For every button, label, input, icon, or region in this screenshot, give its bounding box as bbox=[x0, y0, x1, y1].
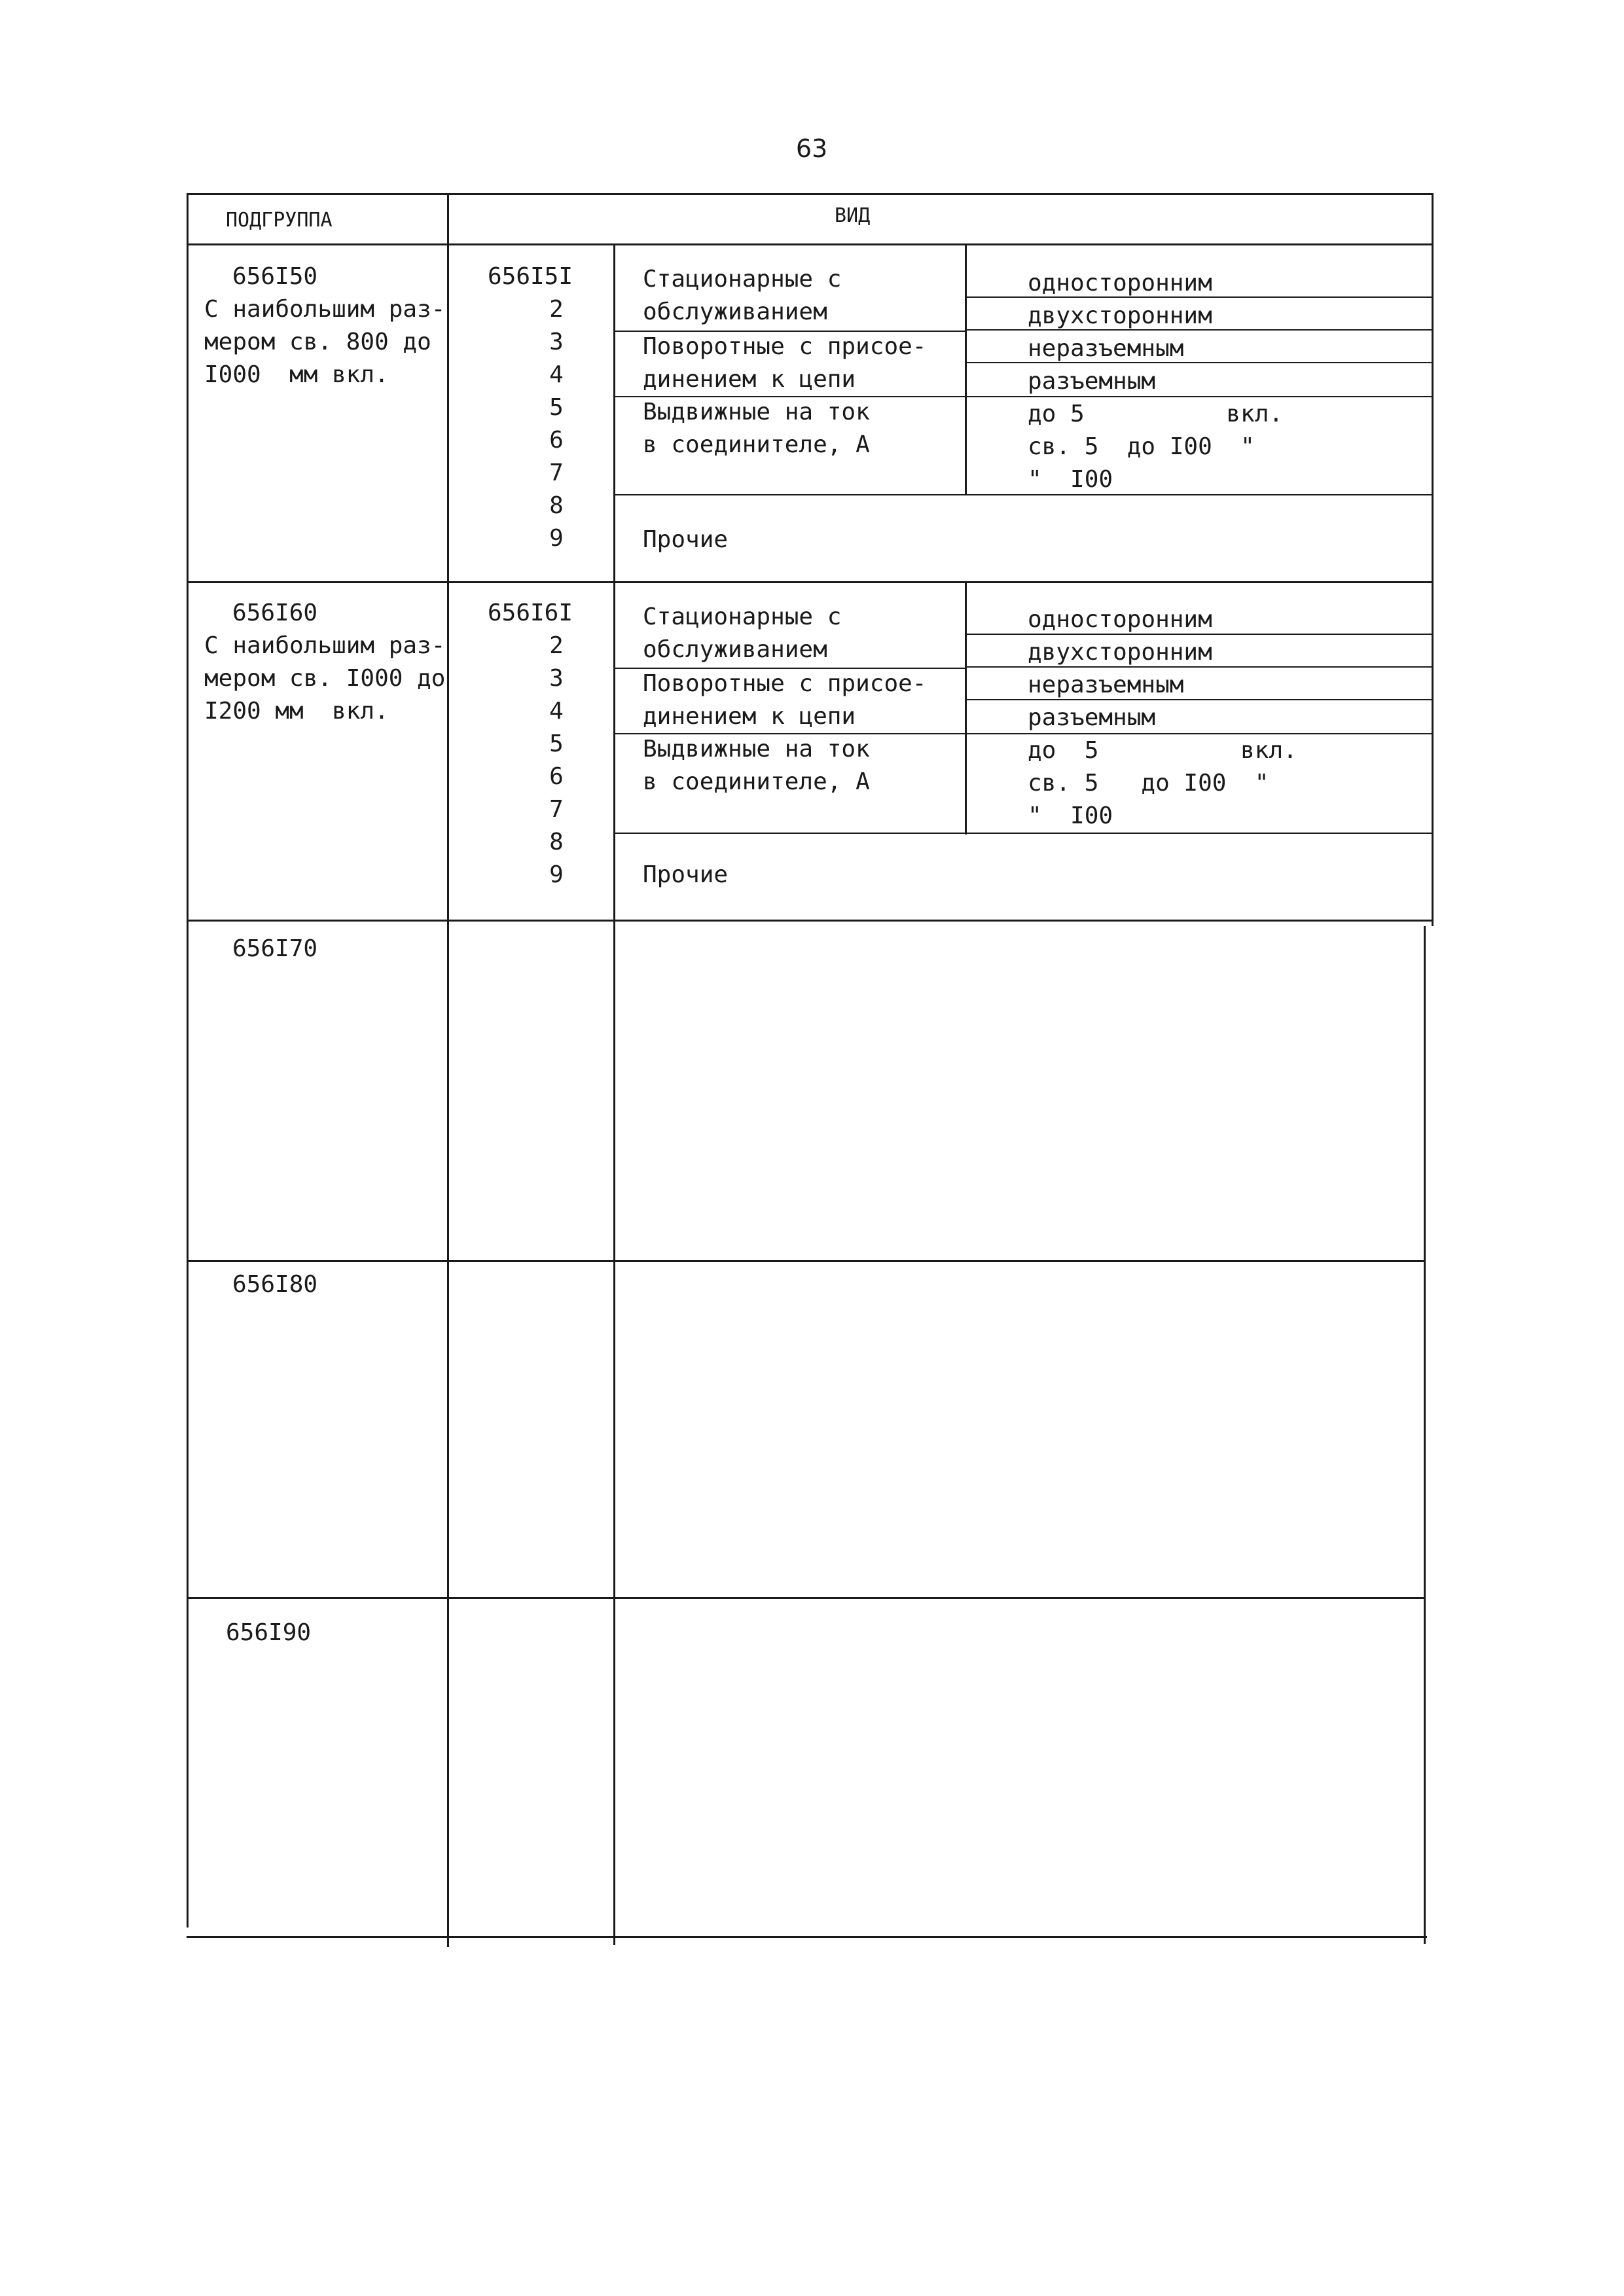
kind-number: 9 bbox=[549, 525, 564, 552]
page-number: 63 bbox=[795, 134, 828, 163]
kind-text: в соединителе, А bbox=[643, 431, 870, 458]
kind-text: Выдвижные на ток bbox=[643, 736, 870, 762]
variant-text: разъемным bbox=[1028, 368, 1156, 395]
variant-text: " I00 bbox=[1028, 466, 1113, 493]
group-code: 656I60 bbox=[232, 600, 318, 626]
variant-column-divider bbox=[965, 583, 967, 834]
header-subgroup: ПОДГРУППА bbox=[226, 209, 333, 232]
variant-text: " I00 bbox=[1028, 802, 1113, 829]
variant-text: разъемным bbox=[1028, 704, 1156, 731]
kind-text: динением к цепи bbox=[643, 366, 856, 393]
kind-row-divider bbox=[615, 494, 1432, 495]
kind-text: динением к цепи bbox=[643, 703, 856, 730]
kind-number: 4 bbox=[549, 361, 564, 388]
table-right-border-lower bbox=[1424, 926, 1426, 1944]
group-divider bbox=[187, 920, 1432, 922]
group-description-line: I000 мм вкл. bbox=[204, 361, 389, 388]
variant-text: односторонним bbox=[1028, 270, 1212, 296]
group-divider bbox=[187, 1597, 1424, 1599]
group-description-line: мером св. I000 до bbox=[204, 665, 446, 692]
group-code: 656I50 bbox=[232, 263, 318, 290]
variant-text: двухсторонним bbox=[1028, 302, 1212, 329]
kind-number: 6 bbox=[549, 427, 564, 454]
kind-number: 7 bbox=[549, 796, 564, 823]
other-text: Прочие bbox=[643, 526, 729, 553]
group-description-line: С наибольшим раз- bbox=[204, 296, 446, 323]
kind-text: Стационарные с bbox=[643, 266, 842, 293]
kind-number: 5 bbox=[549, 730, 564, 757]
kind-text: Выдвижные на ток bbox=[643, 399, 870, 425]
kind-number: 8 bbox=[549, 829, 564, 855]
kind-text: Поворотные с присое- bbox=[643, 670, 927, 697]
variant-text: неразъемным bbox=[1028, 672, 1184, 698]
kind-number: 6 bbox=[549, 763, 564, 790]
kind-text: обслуживанием bbox=[643, 298, 827, 325]
group-code: 656I80 bbox=[232, 1271, 318, 1298]
kind-number: 656I5I bbox=[487, 263, 573, 290]
variant-text: до 5 вкл. bbox=[1028, 401, 1284, 427]
group-description-line: мером св. 800 до bbox=[204, 329, 431, 355]
table-top-border bbox=[187, 193, 1434, 195]
kind-row-top bbox=[615, 243, 1432, 245]
variant-text: двухсторонним bbox=[1028, 639, 1212, 666]
group-divider bbox=[187, 1260, 1424, 1262]
header-kind: ВИД bbox=[835, 204, 871, 227]
table-right-border bbox=[1432, 193, 1434, 926]
table-bottom-border bbox=[187, 1936, 1427, 1938]
group-divider bbox=[187, 581, 1432, 583]
kind-text: обслуживанием bbox=[643, 636, 827, 663]
group-code: 656I70 bbox=[232, 935, 318, 962]
group-description-line: С наибольшим раз- bbox=[204, 632, 446, 659]
kind-number: 5 bbox=[549, 394, 564, 421]
kind-number: 2 bbox=[549, 296, 564, 323]
kind-number: 7 bbox=[549, 459, 564, 486]
kind-number: 656I6I bbox=[487, 600, 573, 626]
variant-column-divider bbox=[965, 243, 967, 495]
variant-text: до 5 вкл. bbox=[1028, 737, 1297, 764]
kind-number: 3 bbox=[549, 329, 564, 355]
group-description-line: I200 мм вкл. bbox=[204, 698, 389, 725]
kind-text: Стационарные с bbox=[643, 603, 842, 630]
kind-row-divider bbox=[615, 833, 1432, 834]
subgroup-column-divider bbox=[447, 193, 449, 1947]
variant-text: односторонним bbox=[1028, 606, 1212, 633]
kind-text: Поворотные с присое- bbox=[643, 333, 927, 360]
kind-number: 9 bbox=[549, 861, 564, 888]
other-text: Прочие bbox=[643, 861, 729, 888]
kind-text: в соединителе, А bbox=[643, 768, 870, 795]
kind-number: 8 bbox=[549, 492, 564, 519]
kind-number: 2 bbox=[549, 632, 564, 659]
kind-number: 4 bbox=[549, 698, 564, 725]
variant-text: св. 5 до I00 " bbox=[1028, 770, 1269, 797]
variant-text: неразъемным bbox=[1028, 335, 1184, 362]
table-left-border bbox=[187, 193, 189, 1928]
group-code: 656I90 bbox=[226, 1619, 312, 1646]
variant-text: св. 5 до I00 " bbox=[1028, 433, 1255, 460]
number-column-divider bbox=[613, 243, 615, 1945]
kind-number: 3 bbox=[549, 665, 564, 692]
